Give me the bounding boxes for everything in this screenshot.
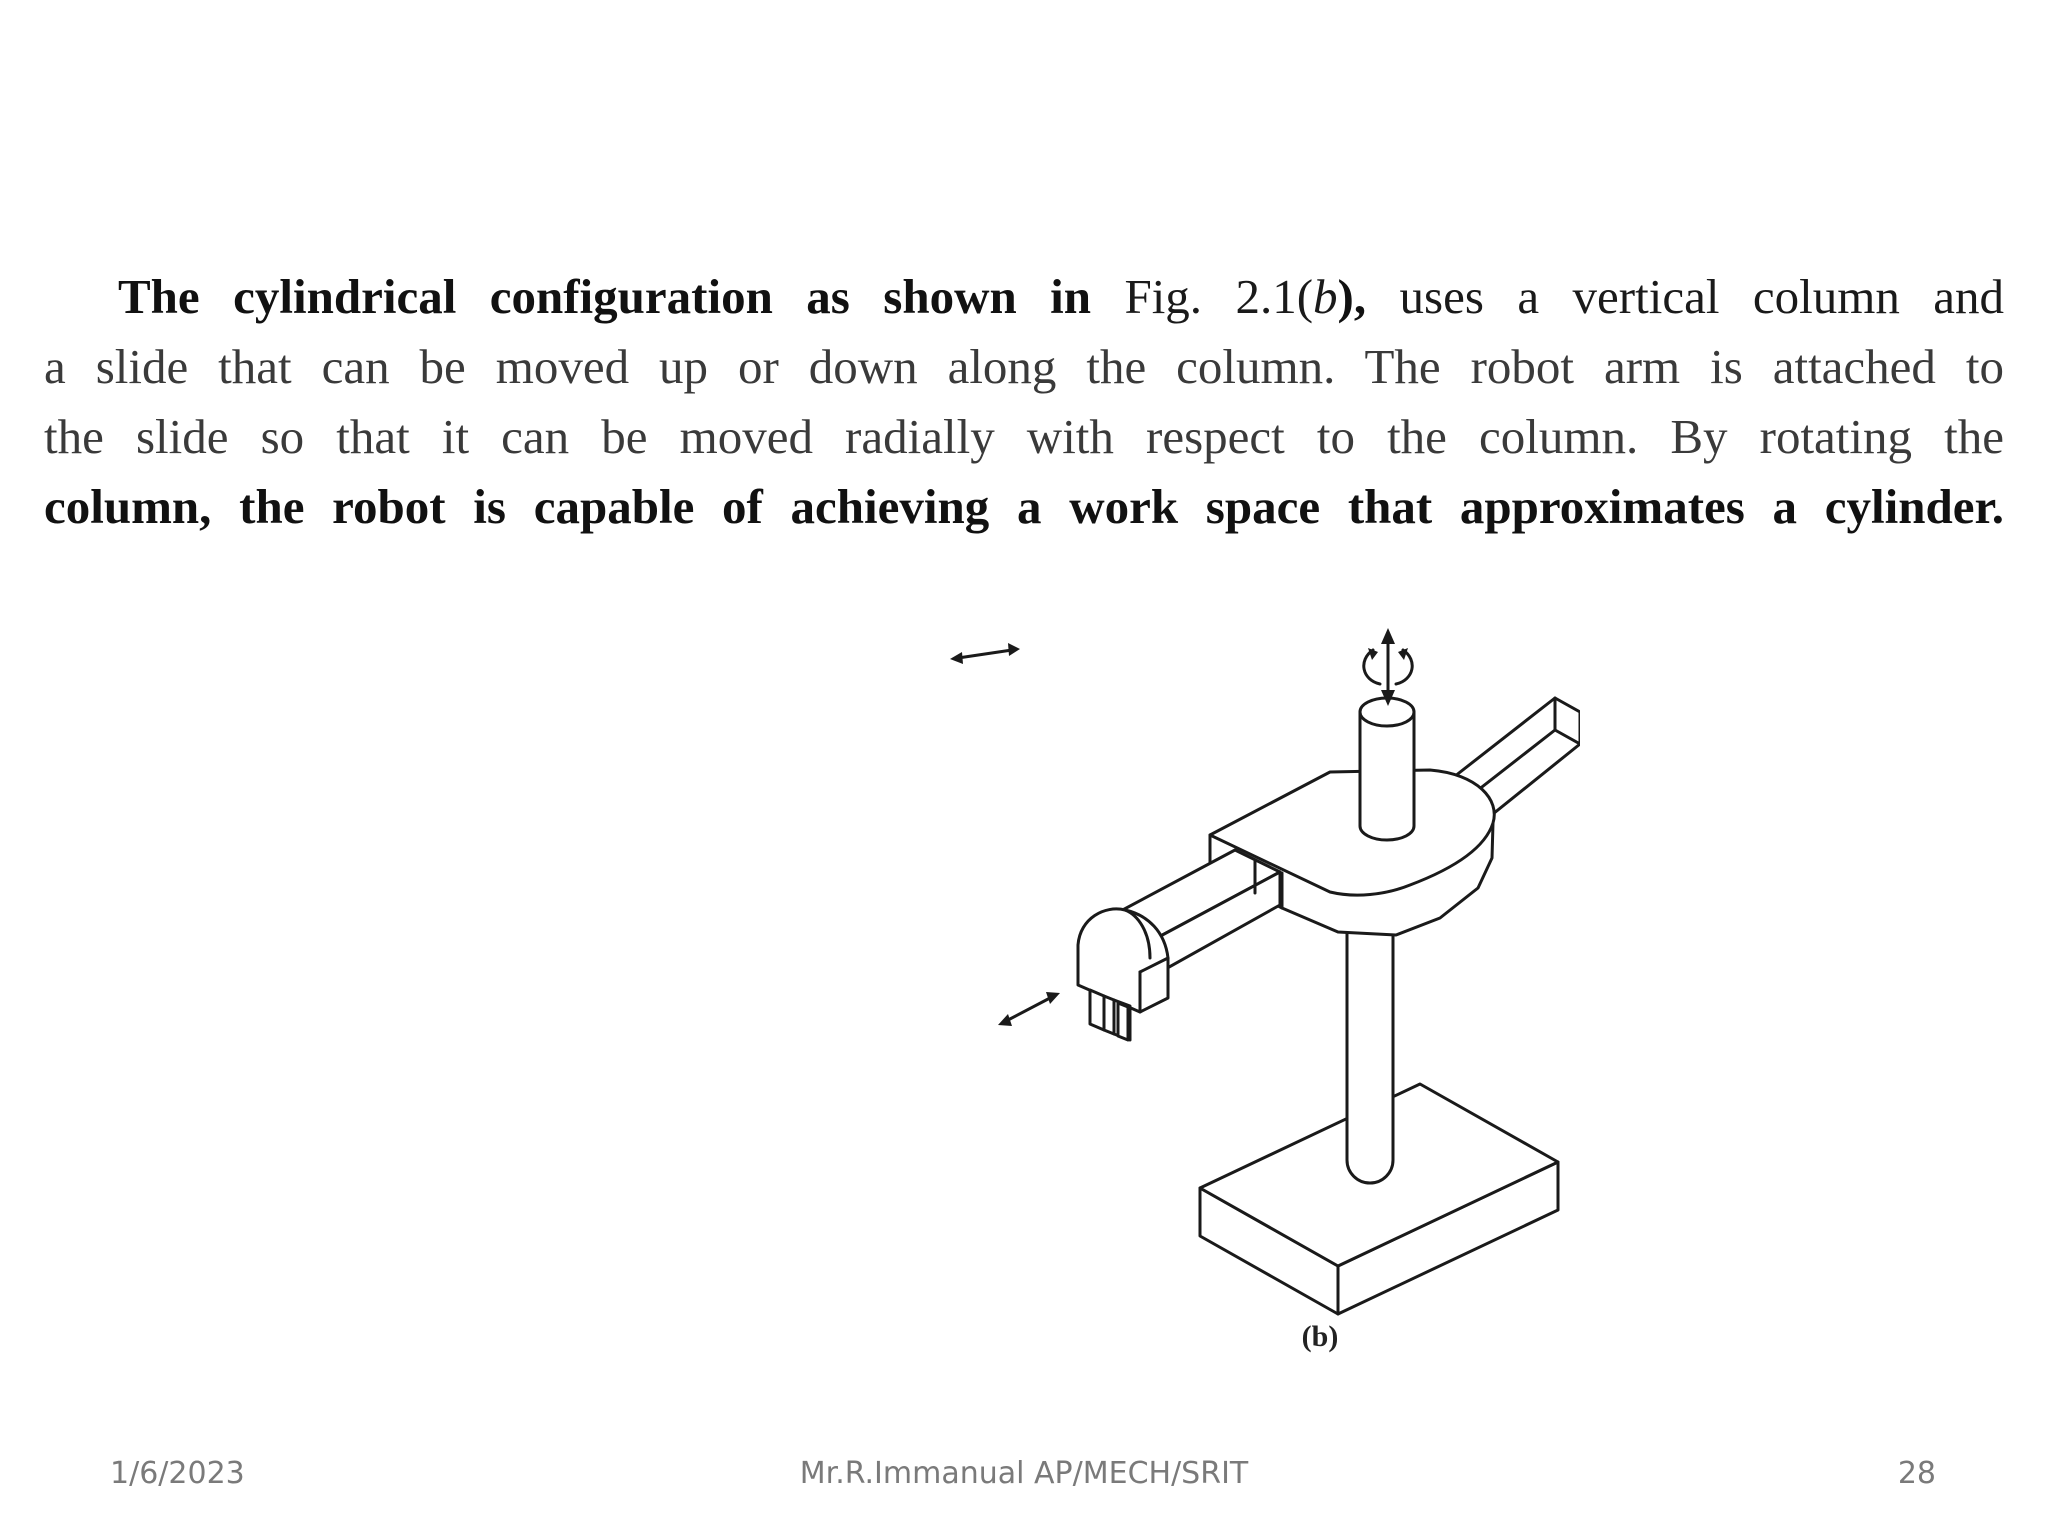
body-paragraph xyxy=(44,262,2004,542)
figure-reference-close: ), xyxy=(1337,269,1367,324)
figure-reference-letter: b xyxy=(1313,269,1338,324)
figure-reference: Fig. 2.1( xyxy=(1124,269,1314,324)
line1-lead: The cylindrical configuration as shown in xyxy=(118,269,1125,324)
footer-author: Mr.R.Immanual AP/MECH/SRIT xyxy=(799,1456,1249,1491)
figure-caption: (b) xyxy=(1301,1320,1339,1353)
footer-date: 1/6/2023 xyxy=(110,1456,245,1491)
page-number: 28 xyxy=(1897,1456,1936,1491)
paragraph-line-3: the slide so that it can be moved radially with respect to the column. By rotating the xyxy=(44,409,2004,464)
radial-motion-arrow-gripper xyxy=(998,992,1060,1026)
paragraph-line-1 xyxy=(44,262,2004,332)
upper-column xyxy=(1360,698,1414,840)
gripper xyxy=(1078,909,1168,1040)
paragraph-line-4: column, the robot is capable of achieving a work space that approximates a cylinder. xyxy=(44,479,2004,534)
cylindrical-robot-illustration xyxy=(940,618,1580,1358)
vertical-column xyxy=(1347,915,1393,1183)
line1-rest: uses a vertical column and xyxy=(1366,269,2004,324)
paragraph-line-2: a slide that can be moved up or down along the column. The robot arm is attached to xyxy=(44,339,2004,394)
radial-motion-arrow-top xyxy=(950,643,1020,664)
rotation-arrow xyxy=(1364,628,1412,706)
